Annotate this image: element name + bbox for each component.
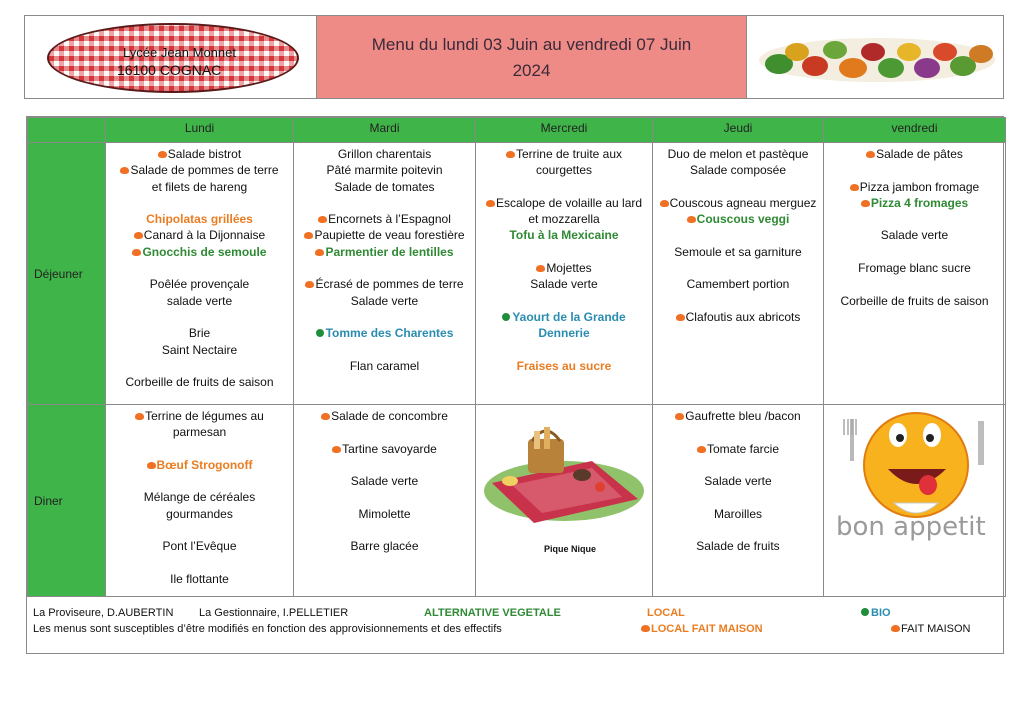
school-name: Lycée Jean Monnet <box>123 45 236 60</box>
dish-name: Pâté marmite poitevin <box>326 163 443 178</box>
dish-name: Couscous agneau merguez <box>669 195 817 210</box>
fait-maison-icon <box>132 249 141 256</box>
dish-item <box>653 211 823 227</box>
dish-item <box>653 424 823 440</box>
bio-dot-icon <box>502 313 510 321</box>
dish-item <box>476 162 652 178</box>
dish-item <box>294 325 475 341</box>
fait-maison-icon <box>675 413 684 420</box>
dish-name: Mojettes <box>546 261 592 276</box>
dish-item <box>653 489 823 505</box>
dish-name: et mozzarella <box>528 212 600 227</box>
dish-name: Canard à la Dijonnaise <box>143 228 266 243</box>
dish-name: Gnocchis de semoule <box>142 244 267 259</box>
dish-name: Flan caramel <box>349 358 420 373</box>
legend-bio-label: BIO <box>871 607 891 619</box>
legend-local-fait-maison <box>641 623 763 635</box>
fait-maison-icon <box>332 446 341 453</box>
dish-name: et filets de hareng <box>151 179 248 194</box>
dish-item <box>476 260 652 276</box>
vegetables-image-box <box>747 16 1003 98</box>
day-header: Lundi <box>106 118 294 143</box>
school-city: 16100 COGNAC <box>117 62 222 78</box>
legend-bio <box>861 607 891 619</box>
dish-list <box>653 405 823 555</box>
dish-name: Salade bistrot <box>167 147 242 161</box>
picnic-label: Pique Nique <box>544 544 597 554</box>
dish-item <box>653 260 823 276</box>
dish-item <box>653 179 823 195</box>
school-logo-oval <box>47 23 299 93</box>
dish-item <box>476 211 652 227</box>
dish-name: Salade composée <box>689 163 787 178</box>
dish-name: Parmentier de lentilles <box>325 244 454 259</box>
dish-item <box>653 522 823 538</box>
dish-item <box>106 441 293 457</box>
fait-maison-icon <box>687 216 696 223</box>
dish-item <box>106 555 293 571</box>
dish-item <box>294 162 475 178</box>
menu-cell <box>653 405 824 597</box>
dish-item <box>476 325 652 341</box>
dish-name: Ile flottante <box>170 571 229 586</box>
corner-cell <box>28 118 106 143</box>
dish-name: Pont l’Evêque <box>162 539 237 554</box>
fait-maison-icon <box>134 232 143 239</box>
title-box <box>317 16 747 98</box>
dish-name: Barre glacée <box>350 539 419 554</box>
fait-maison-icon <box>318 216 327 223</box>
menu-cell <box>106 143 294 405</box>
menu-cell <box>476 405 653 597</box>
dish-item <box>106 162 293 178</box>
dish-name: salade verte <box>166 293 233 308</box>
bio-dot-icon <box>861 608 869 616</box>
fait-maison-icon <box>850 184 859 191</box>
gestionnaire-signature: La Gestionnaire, I.PELLETIER <box>199 607 349 619</box>
dish-name: Pizza jambon fromage <box>859 179 980 194</box>
dish-item <box>653 244 823 260</box>
dish-item <box>294 358 475 374</box>
dish-item <box>106 293 293 309</box>
dish-item <box>106 342 293 358</box>
dish-name: Salade de tomates <box>334 179 435 194</box>
menu-table <box>27 117 1006 597</box>
dish-item <box>106 489 293 505</box>
day-header: Jeudi <box>653 118 824 143</box>
dish-name: Fromage blanc sucre <box>858 261 971 276</box>
dish-item <box>824 293 1005 309</box>
dish-name: Paupiette de veau forestière <box>314 228 465 243</box>
dish-item <box>106 244 293 260</box>
dish-name: Salade verte <box>880 228 949 243</box>
dish-item <box>294 179 475 195</box>
legend-fm-label: FAIT MAISON <box>901 623 971 635</box>
dish-name: Semoule et sa garniture <box>674 244 802 259</box>
menu-cell <box>476 143 653 405</box>
dish-name: Clafoutis aux abricots <box>685 309 801 324</box>
dish-list <box>294 143 475 374</box>
fait-maison-icon <box>536 265 545 272</box>
dish-name: parmesan <box>172 425 227 440</box>
fait-maison-icon <box>486 200 495 207</box>
fait-maison-icon <box>158 151 167 158</box>
dish-name: Salade verte <box>350 474 419 489</box>
school-box <box>25 16 317 98</box>
dish-item <box>294 260 475 276</box>
menu-cell <box>824 143 1006 405</box>
bio-dot-icon <box>316 329 324 337</box>
dish-item <box>294 457 475 473</box>
dish-name: Mélange de céréales <box>143 490 256 505</box>
dish-item <box>476 244 652 260</box>
dish-item <box>824 195 1005 211</box>
header <box>24 15 1004 99</box>
legend-alternative-vegetale: ALTERNATIVE VEGETALE <box>424 607 561 619</box>
dish-name: Corbeille de fruits de saison <box>840 293 989 308</box>
dish-item <box>106 408 293 424</box>
dish-item <box>653 538 823 554</box>
dish-item <box>106 276 293 292</box>
dish-item <box>106 571 293 587</box>
dish-name: Écrasé de pommes de terre <box>315 277 464 292</box>
dish-item <box>476 227 652 243</box>
diner-row <box>28 405 1006 597</box>
dish-name: Fraises au sucre <box>516 358 612 373</box>
footer <box>27 601 1003 653</box>
day-header: Mardi <box>294 118 476 143</box>
dish-name: Saint Nectaire <box>161 342 238 357</box>
dish-name: Mimolette <box>358 506 411 521</box>
day-header: vendredi <box>824 118 1006 143</box>
fait-maison-icon <box>135 413 144 420</box>
title-line1: Menu du lundi 03 Juin au vendredi 07 Juin <box>371 35 692 54</box>
fait-maison-icon <box>660 200 669 207</box>
dish-name: Salade verte <box>530 277 598 292</box>
dish-item <box>106 538 293 554</box>
menu-cell <box>294 143 476 405</box>
fait-maison-icon <box>891 625 900 632</box>
dish-item <box>476 276 652 292</box>
dish-name: Pizza 4 fromages <box>870 195 969 210</box>
dish-list <box>294 405 475 555</box>
dish-item <box>294 276 475 292</box>
dish-name: Gaufrette bleu /bacon <box>685 409 801 423</box>
dish-item <box>294 506 475 522</box>
dish-item <box>106 457 293 473</box>
dish-name: Salade de concombre <box>331 409 448 423</box>
dish-item <box>653 441 823 457</box>
dish-item <box>106 227 293 243</box>
dish-name: Salade verte <box>350 293 419 308</box>
fait-maison-icon <box>305 281 314 288</box>
dish-item <box>294 146 475 162</box>
dish-item <box>294 489 475 505</box>
dish-list <box>106 143 293 390</box>
dish-item <box>106 374 293 390</box>
dish-item <box>824 276 1005 292</box>
dish-item <box>476 342 652 358</box>
dish-name: Encornets à l’Espagnol <box>328 212 451 227</box>
legend-fait-maison <box>891 623 970 635</box>
dish-list <box>653 143 823 325</box>
dish-list <box>476 143 652 374</box>
dish-name: Escalope de volaille au lard <box>495 195 643 210</box>
day-header-row <box>28 118 1006 143</box>
proviseur-signature: La Proviseure, D.AUBERTIN <box>33 607 174 619</box>
fait-maison-icon <box>321 413 330 420</box>
dish-list <box>824 143 1005 309</box>
dish-name: Couscous veggi <box>696 212 790 227</box>
dish-name: Bœuf Strogonoff <box>156 457 253 472</box>
dish-item <box>476 195 652 211</box>
menu-cell <box>294 405 476 597</box>
dish-item <box>294 424 475 440</box>
dish-item <box>824 146 1005 162</box>
dish-item <box>106 522 293 538</box>
dish-name: Dennerie <box>538 326 590 341</box>
vegetables-image <box>757 30 997 88</box>
dish-item <box>294 342 475 358</box>
dish-item <box>294 227 475 243</box>
dish-name: Tomate farcie <box>706 441 780 456</box>
dish-item <box>106 309 293 325</box>
menu-cell <box>106 405 294 597</box>
dish-item <box>106 325 293 341</box>
dish-item <box>653 457 823 473</box>
dish-name: Salade de pommes de terre <box>130 163 279 178</box>
meal-label-diner: Diner <box>28 405 106 597</box>
dish-item <box>294 441 475 457</box>
dish-item <box>476 179 652 195</box>
dish-name: Salade de pâtes <box>876 147 963 161</box>
dish-item <box>824 260 1005 276</box>
dish-name: gourmandes <box>166 506 233 521</box>
fait-maison-icon <box>641 625 650 632</box>
dish-item <box>653 146 823 162</box>
dish-item <box>653 309 823 325</box>
dish-item <box>824 179 1005 195</box>
fait-maison-icon <box>676 314 685 321</box>
dish-item <box>824 227 1005 243</box>
dish-item <box>294 293 475 309</box>
meal-label-dejeuner: Déjeuner <box>28 143 106 405</box>
dish-name: Yaourt de la Grande <box>512 309 626 324</box>
menu-cell <box>824 405 1006 597</box>
dish-item <box>653 276 823 292</box>
dish-name: Terrine de légumes au <box>145 409 264 423</box>
dish-item <box>653 473 823 489</box>
dish-item <box>294 538 475 554</box>
dish-name: Corbeille de fruits de saison <box>125 375 274 390</box>
menu-table-frame <box>26 116 1004 654</box>
title-line2: 2024 <box>512 61 551 80</box>
dish-name: Duo de melon et pastèque <box>667 147 809 161</box>
dish-item <box>653 227 823 243</box>
dish-item <box>106 211 293 227</box>
bon-appetit-text: bon appetit <box>836 512 986 542</box>
fait-maison-icon <box>147 462 156 469</box>
dish-item <box>294 244 475 260</box>
bon-appetit-smiley <box>828 407 1004 547</box>
fait-maison-icon <box>506 151 515 158</box>
dish-item <box>653 293 823 309</box>
dish-item <box>476 146 652 162</box>
dish-name: Brie <box>188 326 211 341</box>
fait-maison-icon <box>120 167 129 174</box>
dish-item <box>824 162 1005 178</box>
dish-item <box>476 309 652 325</box>
dish-name: Camembert portion <box>686 277 790 292</box>
dish-name: Poêlée provençale <box>149 277 250 292</box>
dish-item <box>653 506 823 522</box>
dish-name: Salade verte <box>704 474 772 489</box>
dish-item <box>294 408 475 424</box>
fait-maison-icon <box>866 151 875 158</box>
dish-item <box>824 244 1005 260</box>
dish-item <box>294 211 475 227</box>
dish-item <box>106 473 293 489</box>
fait-maison-icon <box>315 249 324 256</box>
dish-name: Tomme des Charentes <box>325 326 454 341</box>
fait-maison-icon <box>697 446 706 453</box>
dish-item <box>476 358 652 374</box>
menu-notice: Les menus sont susceptibles d’être modifiés en fonction des approvisionnements et des effectifs <box>33 623 502 635</box>
dish-name: Grillon charentais <box>337 147 432 161</box>
dish-item <box>106 179 293 195</box>
dish-item <box>106 424 293 440</box>
dish-item <box>106 260 293 276</box>
dish-name: Salade de fruits <box>696 539 780 554</box>
dish-item <box>476 293 652 309</box>
legend-local: LOCAL <box>647 607 685 619</box>
dish-item <box>653 162 823 178</box>
dish-name: Chipolatas grillées <box>146 212 253 227</box>
picnic-illustration <box>482 413 646 531</box>
day-header: Mercredi <box>476 118 653 143</box>
dish-item <box>294 309 475 325</box>
dish-item <box>106 358 293 374</box>
fait-maison-icon <box>861 200 870 207</box>
dish-item <box>106 146 293 162</box>
dejeuner-row <box>28 143 1006 405</box>
dish-item <box>294 473 475 489</box>
fait-maison-icon <box>304 232 313 239</box>
dish-name: Tofu à la Mexicaine <box>509 228 619 243</box>
dish-list <box>106 405 293 587</box>
legend-local-fm-label: LOCAL FAIT MAISON <box>651 623 763 635</box>
menu-cell <box>653 143 824 405</box>
dish-name: Tartine savoyarde <box>342 441 437 456</box>
dish-item <box>106 195 293 211</box>
dish-name: Maroilles <box>713 506 762 521</box>
dish-item <box>294 522 475 538</box>
dish-item <box>653 408 823 424</box>
dish-name: courgettes <box>535 163 593 178</box>
dish-item <box>106 506 293 522</box>
dish-name: Terrine de truite aux <box>515 147 623 161</box>
dish-item <box>294 195 475 211</box>
dish-item <box>824 211 1005 227</box>
dish-item <box>653 195 823 211</box>
